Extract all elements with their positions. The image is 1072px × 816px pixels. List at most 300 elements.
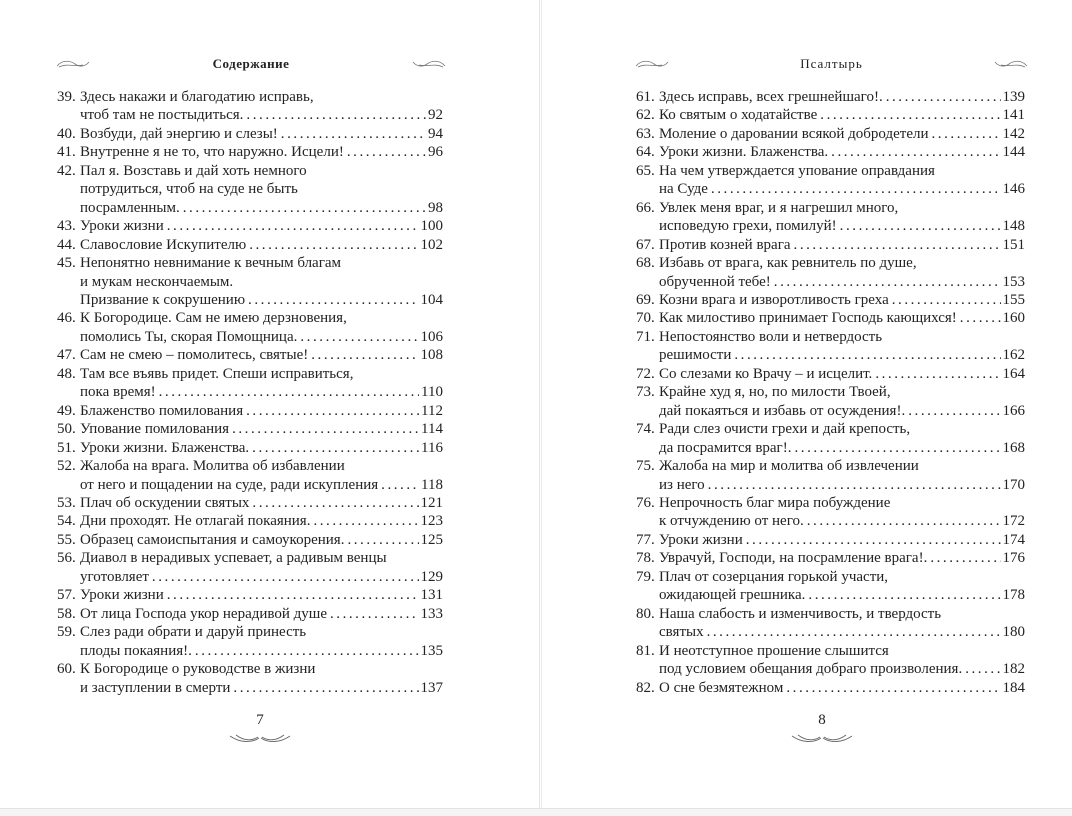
entry-last-line: [659, 273, 1025, 291]
dot-leader: [828, 143, 1000, 161]
entry-number: 78.: [636, 550, 655, 567]
entry-number: 79.: [636, 568, 655, 585]
left-page: [0, 0, 540, 808]
dot-leader: [929, 125, 1001, 143]
dot-leader: [708, 180, 1001, 198]
entry-last-line: [659, 217, 1025, 235]
entry-title-line: Образец самоиспытания и самоукорения.: [80, 531, 345, 548]
entry-title-line: Жалоба на мир и молитва об извлечении: [659, 458, 919, 475]
entry-title-line: Здесь исправь, всех грешнейшаго!.: [659, 89, 883, 105]
entry-title-line: Непостоянство воли и нетвердость: [659, 328, 883, 345]
entry-page-number: 184: [1002, 679, 1025, 696]
entry-number: 77.: [636, 531, 655, 548]
entry-number: 65.: [636, 162, 655, 179]
entry-last-line: [80, 346, 443, 364]
entry-title-line: От лица Господа укор нерадивой душе: [80, 605, 327, 622]
toc-entry[interactable]: [636, 88, 1025, 106]
dot-leader: [278, 125, 426, 143]
toc-entry[interactable]: [57, 660, 443, 697]
dot-leader: [308, 346, 418, 364]
dot-leader: [743, 531, 1001, 549]
dot-leader: [837, 217, 1001, 235]
entry-title-line: Наша слабость и изменчивость, и твердость: [659, 605, 942, 622]
toc-entry[interactable]: [636, 679, 1025, 697]
entry-last-line: [659, 180, 1025, 198]
entry-title-line: Избавь от врага, как ревнитель по душе,: [659, 255, 917, 272]
entry-number: 71.: [636, 328, 655, 345]
entry-last-line: [80, 143, 443, 161]
entry-last-line: [659, 291, 1025, 309]
entry-number: 68.: [636, 255, 655, 272]
entry-last-line: [80, 531, 443, 549]
dot-leader: [249, 439, 419, 457]
toc-entry[interactable]: [636, 106, 1025, 124]
toc-entry[interactable]: [636, 642, 1025, 679]
toc-entry[interactable]: [636, 309, 1025, 327]
entry-page-number: 151: [1002, 236, 1025, 253]
entry-title-line: Дни проходят. Не отлагай покаяния.: [80, 513, 311, 530]
entry-last-line: [80, 402, 443, 420]
entry-title-line: на Суде: [659, 181, 708, 198]
entry-page-number: 153: [1002, 273, 1025, 290]
dot-leader: [245, 291, 418, 309]
toc-entry[interactable]: [636, 365, 1025, 383]
entry-title-line: Упование помилования: [80, 421, 230, 438]
entry-title-line: Уврачуй, Господи, на посрамление врага!.: [659, 550, 928, 567]
entry-title-line: Диавол в нерадивых успевает, а радивым венцы: [80, 550, 387, 567]
entry-page-number: 182: [1002, 661, 1025, 678]
entry-title-line: К Богородице. Сам не имею дерзновения,: [80, 310, 347, 327]
toc-entry[interactable]: [636, 254, 1025, 291]
entry-last-line: [80, 328, 443, 346]
entry-last-line: [80, 439, 443, 457]
dot-leader: [243, 402, 419, 420]
entry-number: 66.: [636, 199, 655, 216]
dot-leader: [771, 273, 1001, 291]
entry-title-line: исповедую грехи, помилуй!: [659, 218, 837, 235]
entry-title-line: Здесь накажи и благодатию исправь,: [80, 89, 314, 105]
entry-title-line: Уроки жизни. Блаженства.: [659, 144, 829, 161]
toc-entry[interactable]: [636, 457, 1025, 494]
entry-page-number: 108: [420, 347, 443, 364]
entry-title-line: дай покаяться и избавь от осуждения!.: [659, 402, 906, 419]
entry-last-line: [80, 383, 443, 401]
entry-page-number: 131: [420, 587, 443, 604]
entry-page-number: 106: [420, 328, 443, 345]
entry-last-line: [80, 679, 443, 697]
entry-last-line: [80, 217, 443, 235]
toc-entry[interactable]: [636, 162, 1025, 199]
entry-title-line: уготовляет: [80, 568, 149, 585]
entry-title-line: посрамленным.: [80, 199, 180, 216]
entry-title-line: обрученной тебе!: [659, 273, 771, 290]
entry-last-line: [659, 476, 1025, 494]
toc-entry[interactable]: [57, 309, 443, 346]
entry-number: 59.: [57, 624, 76, 641]
entry-last-line: [80, 236, 443, 254]
entry-page-number: 110: [421, 384, 443, 401]
entry-last-line: [659, 679, 1025, 697]
entry-last-line: [659, 309, 1025, 327]
entry-number: 82.: [636, 679, 655, 696]
entry-page-number: 104: [420, 291, 443, 308]
toc-entry[interactable]: [57, 623, 443, 660]
entry-page-number: 166: [1002, 402, 1025, 419]
entry-page-number: 174: [1002, 531, 1025, 548]
entry-title-line: Уроки жизни: [80, 587, 164, 604]
entry-number: 48.: [57, 365, 76, 382]
entry-last-line: [659, 623, 1025, 641]
entry-title-line: Уроки жизни: [659, 531, 743, 548]
entry-title-line: Против козней врага: [659, 236, 791, 253]
entry-page-number: 137: [420, 679, 443, 696]
entry-title-line: Возбуди, дай энергию и слезы!: [80, 125, 278, 142]
toc-entry[interactable]: [57, 531, 443, 549]
right-page: [541, 0, 1072, 808]
entry-number: 75.: [636, 458, 655, 475]
entry-title-line: Там все въявь придет. Спеши исправиться,: [80, 365, 354, 382]
entry-title-line: да посрамится враг!.: [659, 439, 792, 456]
entry-page-number: 178: [1002, 587, 1025, 604]
toc-entry[interactable]: [636, 494, 1025, 531]
entry-page-number: 164: [1002, 365, 1025, 382]
entry-number: 49.: [57, 402, 76, 419]
entry-number: 44.: [57, 236, 76, 253]
entry-number: 50.: [57, 421, 76, 438]
entry-number: 39.: [57, 89, 76, 105]
entry-page-number: 135: [420, 642, 443, 659]
entry-title-line: Уроки жизни: [80, 218, 164, 235]
entry-title-line: Призвание к сокрушению: [80, 291, 246, 308]
flourish-ornament-icon: [55, 57, 91, 71]
dot-leader: [791, 439, 1000, 457]
toc-entry[interactable]: [57, 365, 443, 402]
entry-number: 53.: [57, 494, 76, 511]
toc-entry[interactable]: [636, 125, 1025, 143]
entry-last-line: [80, 512, 443, 530]
entry-title-line: И неотступное прошение слышится: [659, 642, 889, 659]
dot-leader: [805, 586, 1000, 604]
entry-number: 40.: [57, 125, 76, 142]
entry-page-number: 123: [420, 513, 443, 530]
flourish-ornament-icon: [993, 57, 1029, 71]
entry-title-line: Увлек меня враг, и я нагрешил много,: [659, 199, 899, 216]
toc-entry[interactable]: [57, 217, 443, 235]
entry-title-line: Моление о даровании всякой добродетели: [659, 125, 929, 142]
entry-last-line: [80, 420, 443, 438]
entry-number: 73.: [636, 384, 655, 401]
toc-entry[interactable]: [57, 512, 443, 530]
page-number: 7: [256, 712, 264, 728]
toc-entry[interactable]: [636, 549, 1025, 567]
entry-title-line: Жалоба на врага. Молитва об избавлении: [80, 458, 345, 475]
entry-title-line: К Богородице о руководстве в жизни: [80, 661, 316, 678]
entry-number: 58.: [57, 605, 76, 622]
entry-title-line: Славословие Искупителю: [80, 236, 247, 253]
entry-title-line: Плач об оскудении святых: [80, 494, 250, 511]
entry-last-line: [659, 402, 1025, 420]
toc-entry[interactable]: [57, 346, 443, 364]
entry-title-line: На чем утверждается упование оправдания: [659, 162, 935, 179]
entry-title-line: святых: [659, 624, 704, 641]
entry-last-line: [80, 568, 443, 586]
entry-title-line: Слез ради обрати и даруй принесть: [80, 624, 307, 641]
dot-leader: [804, 512, 1001, 530]
entry-number: 55.: [57, 531, 76, 548]
entry-last-line: [80, 476, 443, 494]
entry-page-number: 100: [420, 218, 443, 235]
toc-entry[interactable]: [57, 236, 443, 254]
entry-last-line: [80, 125, 443, 143]
entry-page-number: 92: [428, 107, 443, 124]
toc-entry[interactable]: [636, 420, 1025, 457]
entry-title-line: Непонятно невнимание к вечным благам: [80, 255, 342, 272]
entry-page-number: 125: [420, 531, 443, 548]
entry-number: 52.: [57, 458, 76, 475]
dot-leader: [149, 568, 419, 586]
dot-leader: [791, 236, 1001, 254]
toc-entry[interactable]: [57, 162, 443, 217]
entry-last-line: [659, 106, 1025, 124]
entry-title-line: Пал я. Возставь и дай хоть немного: [80, 162, 307, 179]
entry-page-number: 176: [1002, 550, 1025, 567]
footer-ornament-icon: [790, 731, 854, 745]
toc-entry[interactable]: [636, 531, 1025, 549]
entry-title-line: из него: [659, 476, 705, 493]
entry-page-number: 116: [421, 439, 443, 456]
toc-entry[interactable]: [57, 254, 443, 309]
dot-leader: [378, 476, 419, 494]
entry-number: 74.: [636, 421, 655, 438]
entry-page-number: 129: [420, 568, 443, 585]
page-header-title: Содержание: [212, 56, 290, 71]
entry-title-line: ожидающей грешника.: [659, 587, 806, 604]
toc-entry[interactable]: [636, 143, 1025, 161]
table-of-contents: [57, 88, 443, 697]
entry-title-line: потрудиться, чтоб на суде не быть: [80, 181, 298, 198]
toc-entry[interactable]: [57, 605, 443, 623]
entry-page-number: 98: [428, 199, 443, 216]
entry-last-line: [659, 586, 1025, 604]
entry-last-line: [659, 531, 1025, 549]
dot-leader: [229, 420, 419, 438]
toc-entry[interactable]: [636, 199, 1025, 236]
entry-last-line: [80, 494, 443, 512]
entry-page-number: 114: [421, 421, 443, 438]
dot-leader: [344, 531, 418, 549]
entry-number: 62.: [636, 107, 655, 124]
dot-leader: [344, 143, 426, 161]
entry-title-line: Как милостиво принимает Господь кающихся!: [659, 310, 957, 327]
entry-title-line: и заступлении в смерти: [80, 679, 231, 696]
entry-page-number: 148: [1002, 218, 1025, 235]
toc-entry[interactable]: [57, 143, 443, 161]
entry-last-line: [659, 660, 1025, 678]
entry-last-line: [659, 236, 1025, 254]
entry-page-number: 141: [1002, 107, 1025, 124]
flourish-ornament-icon: [634, 57, 670, 71]
page-number: 8: [818, 712, 826, 728]
entry-page-number: 146: [1002, 181, 1025, 198]
entry-number: 72.: [636, 365, 655, 382]
dot-leader: [905, 402, 1000, 420]
entry-title-line: к отчуждению от него.: [659, 513, 804, 530]
entry-title-line: Ради слез очисти грехи и дай крепость,: [659, 421, 911, 438]
entry-title-line: решимости: [659, 347, 732, 364]
dot-leader: [731, 346, 1000, 364]
toc-entry[interactable]: [57, 494, 443, 512]
entry-number: 80.: [636, 605, 655, 622]
entry-page-number: 162: [1002, 347, 1025, 364]
entry-title-line: Плач от созерцания горькой участи,: [659, 568, 889, 585]
entry-number: 41.: [57, 144, 76, 161]
table-of-contents: [636, 88, 1025, 697]
entry-number: 45.: [57, 255, 76, 272]
dot-leader: [297, 328, 418, 346]
toc-entry[interactable]: [636, 383, 1025, 420]
dot-leader: [889, 291, 1001, 309]
entry-page-number: 139: [1002, 89, 1025, 105]
entry-number: 56.: [57, 550, 76, 567]
entry-page-number: 102: [420, 236, 443, 253]
dot-leader: [872, 365, 1000, 383]
dot-leader: [783, 679, 1000, 697]
footer-ornament-icon: [228, 731, 292, 745]
entry-number: 61.: [636, 89, 655, 105]
entry-page-number: 121: [420, 494, 443, 511]
dot-leader: [246, 236, 418, 254]
dot-leader: [156, 383, 419, 401]
entry-last-line: [80, 106, 443, 124]
entry-number: 70.: [636, 310, 655, 327]
entry-title-line: Внутренне я не то, что наружно. Исцели!: [80, 144, 344, 161]
entry-page-number: 168: [1002, 439, 1025, 456]
entry-page-number: 155: [1002, 291, 1025, 308]
dot-leader: [192, 642, 419, 660]
entry-last-line: [659, 346, 1025, 364]
dot-leader: [883, 88, 1001, 106]
entry-last-line: [659, 549, 1025, 567]
entry-number: 47.: [57, 347, 76, 364]
entry-title-line: помолись Ты, скорая Помощница.: [80, 328, 298, 345]
dot-leader: [164, 586, 419, 604]
entry-page-number: 118: [421, 476, 443, 493]
entry-title-line: Козни врага и изворотливость греха: [659, 291, 889, 308]
entry-number: 76.: [636, 494, 655, 511]
entry-title-line: Непрочность благ мира побуждение: [659, 494, 891, 511]
running-header: [55, 54, 447, 74]
entry-title-line: Сам не смею – помолитесь, святые!: [80, 347, 309, 364]
entry-title-line: Блаженство помилования: [80, 402, 244, 419]
entry-title-line: пока время!: [80, 384, 156, 401]
entry-number: 69.: [636, 291, 655, 308]
toc-entry[interactable]: [636, 605, 1025, 642]
entry-number: 81.: [636, 642, 655, 659]
entry-number: 42.: [57, 162, 76, 179]
dot-leader: [817, 106, 1000, 124]
page-header-title: Псалтырь: [800, 56, 863, 71]
toc-entry[interactable]: [636, 291, 1025, 309]
entry-title-line: от него и пощадении на суде, ради искупления: [80, 476, 379, 493]
entry-number: 57.: [57, 587, 76, 604]
entry-page-number: 170: [1002, 476, 1025, 493]
entry-last-line: [80, 605, 443, 623]
entry-title-line: и мукам нескончаемым.: [80, 273, 234, 290]
dot-leader: [327, 605, 419, 623]
entry-last-line: [80, 199, 443, 217]
entry-page-number: 112: [421, 402, 443, 419]
entry-number: 46.: [57, 310, 76, 327]
running-header: [634, 54, 1029, 74]
flourish-ornament-icon: [411, 57, 447, 71]
dot-leader: [705, 476, 1001, 494]
entry-number: 43.: [57, 218, 76, 235]
entry-title-line: Уроки жизни. Блаженства.: [80, 439, 250, 456]
entry-number: 63.: [636, 125, 655, 142]
entry-last-line: [659, 125, 1025, 143]
dot-leader: [962, 660, 1000, 678]
entry-title-line: Крайне худ я, но, по милости Твоей,: [659, 384, 891, 401]
dot-leader: [957, 309, 1001, 327]
toc-entry[interactable]: [636, 568, 1025, 605]
dot-leader: [249, 494, 418, 512]
entry-title-line: Ко святым о ходатайстве: [659, 107, 818, 124]
toc-entry[interactable]: [57, 439, 443, 457]
entry-number: 54.: [57, 513, 76, 530]
entry-page-number: 94: [428, 125, 443, 142]
toc-entry[interactable]: [636, 236, 1025, 254]
entry-title-line: О сне безмятежном: [659, 679, 784, 696]
entry-page-number: 144: [1002, 144, 1025, 161]
toc-entry[interactable]: [57, 88, 443, 125]
entry-title-line: под условием обещания добраго произволения.: [659, 661, 963, 678]
entry-last-line: [80, 642, 443, 660]
toc-entry[interactable]: [57, 586, 443, 604]
toc-entry[interactable]: [57, 125, 443, 143]
dot-leader: [927, 549, 1000, 567]
entry-last-line: [659, 512, 1025, 530]
toc-entry[interactable]: [57, 402, 443, 420]
toc-entry[interactable]: [57, 420, 443, 438]
entry-number: 67.: [636, 236, 655, 253]
entry-last-line: [80, 586, 443, 604]
toc-entry[interactable]: [57, 549, 443, 586]
entry-title-line: Со слезами ко Врачу – и исцелит.: [659, 365, 873, 382]
entry-last-line: [659, 143, 1025, 161]
dot-leader: [230, 679, 418, 697]
entry-title-line: плоды покаяния!.: [80, 642, 192, 659]
entry-page-number: 180: [1002, 624, 1025, 641]
entry-page-number: 96: [428, 144, 443, 161]
toc-entry[interactable]: [57, 457, 443, 494]
entry-last-line: [80, 291, 443, 309]
entry-page-number: 133: [420, 605, 443, 622]
dot-leader: [310, 512, 418, 530]
entry-title-line: чтоб там не постыдиться.: [80, 107, 244, 124]
entry-number: 51.: [57, 439, 76, 456]
entry-last-line: [659, 88, 1025, 106]
entry-number: 64.: [636, 144, 655, 161]
toc-entry[interactable]: [636, 328, 1025, 365]
dot-leader: [704, 623, 1001, 641]
entry-page-number: 172: [1002, 513, 1025, 530]
entry-page-number: 160: [1002, 310, 1025, 327]
entry-page-number: 142: [1002, 125, 1025, 142]
dot-leader: [180, 199, 426, 217]
dot-leader: [164, 217, 419, 235]
entry-last-line: [659, 365, 1025, 383]
entry-last-line: [659, 439, 1025, 457]
